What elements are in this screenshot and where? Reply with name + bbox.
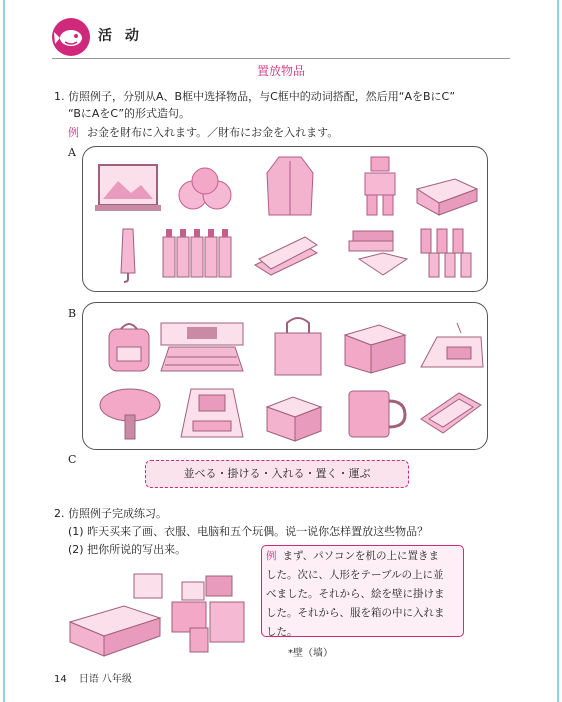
example-box xyxy=(261,545,464,637)
schoolbag-icon xyxy=(95,317,165,377)
umbrella-icon xyxy=(93,223,163,283)
box-b-label: B xyxy=(68,307,77,320)
apples-icon xyxy=(171,159,241,219)
wallet-icon xyxy=(415,383,485,443)
window-picture-icon xyxy=(93,159,163,219)
living-room-icon xyxy=(177,383,247,443)
question-2-number: 2. xyxy=(54,507,65,520)
desk-icon xyxy=(339,317,409,377)
vocabulary-note: *壁（墙） xyxy=(288,648,333,659)
example-line-4: した。それから、服を箱の中に入れま xyxy=(266,607,445,619)
question-1-number: 1. xyxy=(54,90,65,103)
classroom-icon xyxy=(157,317,247,377)
page-border-left xyxy=(3,0,5,702)
question-2-sub-1: (1) 昨天买来了画、衣服、电脑和五个玩偶。说一说你怎样置放这些物品？ xyxy=(68,525,429,538)
books-icon xyxy=(343,223,413,283)
mug-icon xyxy=(339,383,409,443)
question-2-sub-2: (2) 把你所说的写出来。 xyxy=(68,543,187,556)
page-number: 14 xyxy=(54,674,67,685)
shopping-bag-icon xyxy=(263,313,333,379)
page-footer xyxy=(54,670,132,685)
section-title: 置放物品 xyxy=(256,64,305,78)
box-b xyxy=(82,302,488,450)
question-2-intro: 仿照例子完成练习。 xyxy=(68,507,167,520)
header-divider xyxy=(52,58,510,59)
fish-logo-icon xyxy=(52,18,90,56)
box-c-label: C xyxy=(68,453,77,466)
bottles-icon xyxy=(157,223,243,283)
example-line-2: した。次に、人形をテーブルの上に並 xyxy=(266,569,444,581)
robot-toy-icon xyxy=(345,153,415,219)
box-a-label: A xyxy=(68,146,76,159)
question-1-line-1: 仿照例子，分别从A、B框中选择物品，与C框中的动词搭配，然后用“AをBにC” xyxy=(68,90,456,103)
page-border-right xyxy=(557,0,559,702)
example-line-1: まず、パソコンを机の上に置きま xyxy=(282,550,439,562)
question-1-line-2: “BにAをC”的形式造句。 xyxy=(68,107,191,120)
question-1-example xyxy=(68,124,338,140)
tree-icon xyxy=(95,383,165,443)
activity-title: 活 动 xyxy=(98,28,143,44)
bedroom-illustration xyxy=(64,562,254,662)
example-box-tag: 例 xyxy=(266,550,277,562)
example-line-5: した。 xyxy=(266,626,298,638)
book-title: 日语 八年级 xyxy=(78,674,132,685)
banknotes-icon xyxy=(251,225,321,285)
bed-icon xyxy=(411,159,481,219)
example-tag: 例 xyxy=(68,126,79,139)
room-icon xyxy=(417,317,487,377)
verbs-box: 並べる・掛ける・入れる・置く・運ぶ xyxy=(145,460,409,488)
example-line-3: べました。それから、絵を壁に掛けま xyxy=(266,588,445,600)
coat-icon xyxy=(255,153,325,219)
box-a xyxy=(82,146,488,292)
chairs-icon xyxy=(415,223,485,283)
cardboard-box-icon xyxy=(259,383,329,443)
example-sentence: お金を財布に入れます。／財布にお金を入れます。 xyxy=(87,126,339,139)
